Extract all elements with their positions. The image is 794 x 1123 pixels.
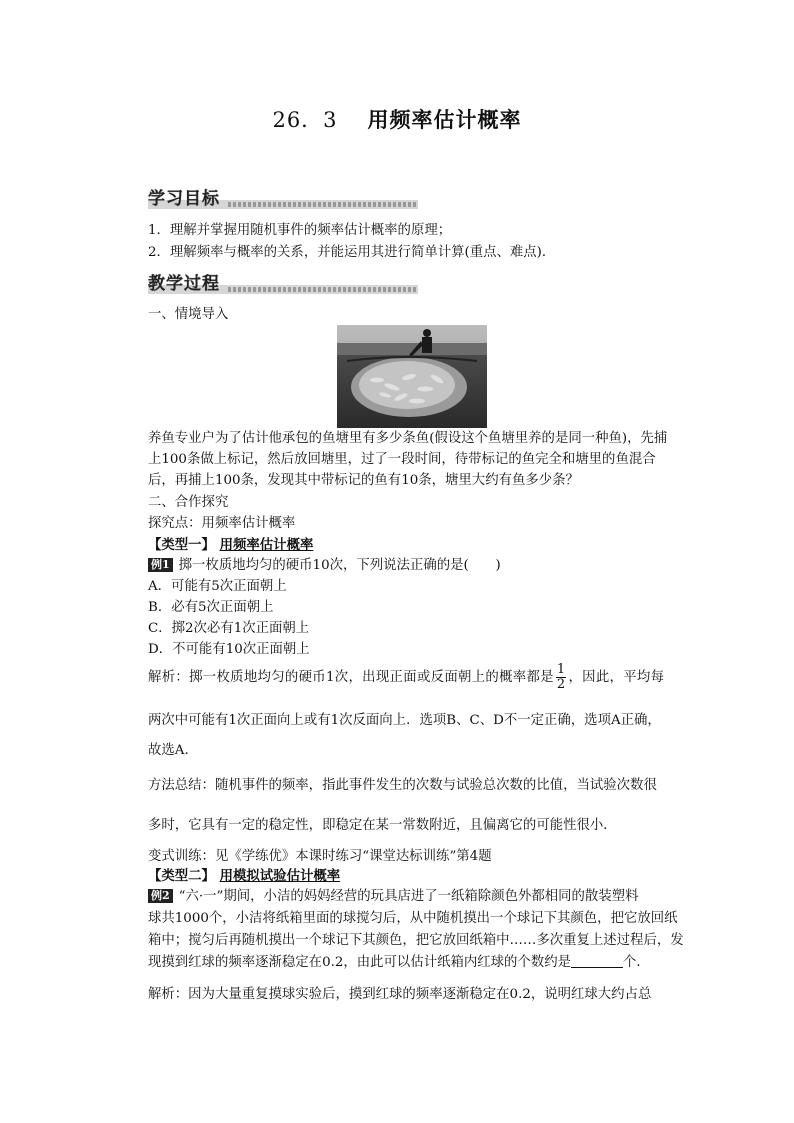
example2-line <box>148 953 650 973</box>
example2-line: 箱中；搅匀后再随机摸出一个球记下其颜色，把它放回纸箱中……多次重复上述过程后，发 <box>148 933 684 948</box>
title-text: 用频率估计概率 <box>367 107 522 132</box>
intro-paragraph <box>148 428 678 491</box>
type-bracket: 【类型二】 <box>148 868 215 884</box>
example2-line: 球共1000个，小洁将纸箱里面的球搅匀后，从中随机摸出一个球记下其颜色，把它放回纸 <box>148 911 678 926</box>
frac-denominator: 2 <box>556 677 566 692</box>
option-item: A．可能有5次正面朝上 <box>148 579 287 594</box>
type-title: 用模拟试验估计概率 <box>219 868 341 884</box>
type-bracket: 【类型一】 <box>148 537 215 553</box>
analysis-line <box>148 663 664 692</box>
analysis-line: 两次中可能有1次正面向上或有1次反面向上．选项B、C、D不一定正确，选项A正确， <box>148 713 661 728</box>
frac-numerator: 1 <box>556 662 566 677</box>
question-text: 掷一枚质地均匀的硬币10次，下列说法正确的是( ) <box>178 558 501 573</box>
section-header-goals <box>148 190 418 209</box>
example2-text: 现摸到红球的频率逐渐稳定在0.2，由此可以估计纸箱内红球的个数约是 <box>148 955 572 970</box>
variant-training: 变式训练：见《学练优》本课时练习“课堂达标训练”第4题 <box>148 849 492 864</box>
analysis-suffix: ，因此，平均每 <box>568 670 665 685</box>
option-item: B．必有5次正面朝上 <box>148 600 274 615</box>
summary-line: 方法总结：随机事件的频率，指此事件发生的次数与试验总次数的比值，当试验次数很 <box>148 778 657 793</box>
example-label: 例1 <box>148 558 173 572</box>
page-title <box>0 104 794 134</box>
goal-item: 1．理解并掌握用随机事件的频率估计概率的原理； <box>148 223 452 238</box>
type2-heading <box>148 866 340 886</box>
section-label: 学习目标 <box>148 189 220 209</box>
title-number: 26．3 <box>272 108 338 132</box>
type-title: 用频率估计概率 <box>219 537 314 553</box>
type1-heading <box>148 535 313 555</box>
analysis-prefix: 解析：掷一枚质地均匀的硬币1次，出现正面或反面朝上的概率都是 <box>148 670 554 685</box>
example2-line <box>148 887 639 907</box>
example-label: 例2 <box>148 889 173 903</box>
goal-item: 2．理解频率与概率的关系，并能运用其进行简单计算(重点、难点)． <box>148 245 556 260</box>
section-header-process <box>148 275 418 294</box>
example1-question <box>148 556 501 576</box>
option-item: C．掷2次必有1次正面朝上 <box>148 621 310 636</box>
option-item: D．不可能有10次正面朝上 <box>148 642 310 657</box>
example2-text: “六·一”期间，小洁的妈妈经营的玩具店进了一纸箱除颜色外都相同的散装塑料 <box>178 889 639 904</box>
answer-blank <box>571 955 623 968</box>
part-heading: 二、合作探究 <box>148 495 229 510</box>
analysis-line: 解析：因为大量重复摸球实验后，摸到红球的频率逐渐稳定在0.2，说明红球大约占总 <box>148 987 652 1002</box>
part-heading: 一、情境导入 <box>148 307 229 322</box>
analysis-line: 故选A. <box>148 743 189 758</box>
example2-text: 个． <box>623 955 650 970</box>
summary-line: 多时，它具有一定的稳定性，即稳定在某一常数附近，且偏离它的可能性很小． <box>148 818 617 833</box>
intro-text: 养鱼专业户为了估计他承包的鱼塘里有多少条鱼(假设这个鱼塘里养的是同一种鱼)，先捕上100条做上标记，然后放回塘里，过了一段时间，待带标记的鱼完全和塘里的鱼混合后，再捕上100条，发现其中带标记的鱼有10条，塘里大约有鱼多少条？ <box>148 431 668 488</box>
fish-pond-photo <box>337 325 487 428</box>
fraction-half <box>556 663 567 692</box>
section-label: 教学过程 <box>148 274 220 294</box>
explore-point: 探究点：用频率估计概率 <box>148 516 296 531</box>
